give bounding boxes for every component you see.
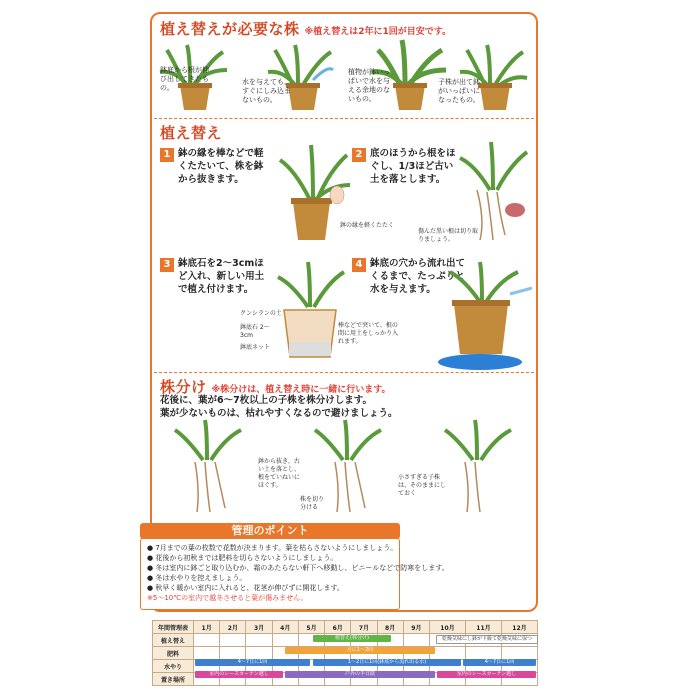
case-4-text: 子株が出て鉢がいっぱいになったもの。 (438, 78, 480, 104)
section-note: ※植え替えは2年に1回が目安です。 (304, 27, 452, 37)
month: 9月 (403, 621, 429, 634)
step-3-callout: 棒などで突いて、根の間に用土をしっかり入れます。 (338, 322, 399, 345)
point-item: ● 花後から初秋までは肥料を切らさないようにしましょう。 (147, 554, 338, 562)
month: 5月 (298, 621, 324, 634)
month: 3月 (246, 621, 272, 634)
row-label-water: 水やり (153, 660, 194, 673)
point-item: ● 冬は水やりを控えましょう。 (147, 574, 247, 582)
month: 2月 (220, 621, 246, 634)
bar-place-outdoor: 戸外の半日陰 (285, 671, 435, 678)
section-title-replanting: 植え替え (160, 124, 223, 142)
step-2-text: 底のほうから根をほぐし、1/3ほど古い土を落とします。 (370, 148, 456, 185)
step-1-callout: 鉢の縁を軽くたたく (340, 222, 395, 229)
bar-water-winter: 4～7日に1回 (195, 659, 310, 666)
case-2-text: 水を与えても、すぐにしみ込まないもの。 (242, 78, 291, 104)
step-4-text: 鉢底の穴から流れ出てくるまで、たっぷりと水を与えます。 (370, 258, 466, 295)
month: 1月 (194, 621, 220, 634)
division-illustration (175, 420, 535, 520)
section-title-replant-needed: 植え替えが必要な株 ※植え替えは2年に1回が目安です。 (160, 20, 452, 38)
month: 11月 (465, 621, 501, 634)
step-1-badge: 1 (160, 148, 174, 162)
bar-fertilizer: 月に1～2回 (285, 647, 435, 654)
bar-place-indoor-late: 室内のレースカーテン越し (437, 671, 536, 678)
bar-replant: 植替え(株分け) (313, 635, 391, 642)
step-4-badge: 4 (352, 258, 366, 272)
step-3-label-soil: クンシランの土 (240, 310, 282, 317)
bar-replant-note: 乾燥気味にし鉢が下級て乾燥気味に保つ (436, 635, 538, 644)
step-3-label-net: 鉢底ネット (240, 344, 271, 351)
row-label-fertilizer: 肥料 (153, 647, 194, 660)
division-callout-3: 小さすぎる子株は、そのままにしておく (398, 474, 447, 497)
step-3-label-stone: 鉢底石 2～3cm (240, 324, 270, 339)
divider (154, 372, 534, 373)
case-3-text: 植物が鉢いっぱいで水を与える余地のないもの。 (348, 68, 390, 103)
point-item: ● 7月までの葉の枚数で花数が決まります。葉を枯らさないようにしましょう。 (147, 544, 398, 552)
case-1-text: 鉢底から根が伸び出してきたもの。 (160, 66, 209, 92)
division-callout-2: 株を切り分ける (300, 496, 325, 511)
bar-water-late: 4～7日に1回 (463, 659, 536, 666)
step-1-text: 鉢の縁を棒などで軽くたたいて、株を鉢から抜きます。 (178, 148, 264, 185)
row-label-replant: 植え替え (153, 634, 194, 647)
step-3-badge: 3 (160, 258, 174, 272)
division-intro-line-1: 花後に、葉が6～7枚以上の子株を株分けします。 (160, 395, 372, 406)
month: 7月 (351, 621, 377, 634)
divider (154, 118, 534, 119)
month: 8月 (377, 621, 403, 634)
point-warning: ※5～10℃の室内で越冬させると葉が傷みません。 (147, 594, 308, 602)
bar-place-indoor: 室内のレースカーテン越し (195, 671, 283, 678)
section-title-division: 株分け ※株分けは、植え替え時に一緒に行います。 (160, 378, 391, 396)
row-label-place: 置き場所 (153, 673, 194, 686)
division-intro-line-2: 葉が少ないものは、枯れやすくなるので避けましょう。 (160, 408, 398, 419)
step-4-illustration (440, 262, 535, 374)
step-3-text: 鉢底石を2～3cmほど入れ、新しい用土で植え付けます。 (178, 258, 265, 295)
month: 4月 (272, 621, 298, 634)
month: 10月 (429, 621, 465, 634)
step-2-badge: 2 (352, 148, 366, 162)
point-item: ● 秋早く暖かい室内に入れると、花茎が伸びずに開花します。 (147, 584, 344, 592)
points-box (140, 538, 449, 610)
point-item: ● 冬は室内に鉢ごと取り込むか、霜のあたらない軒下へ移動し、ビニールなどで防寒をします。 (147, 564, 449, 572)
calendar-header: 年間管理表 (153, 621, 194, 634)
month: 6月 (325, 621, 351, 634)
division-callout-1: 鉢から抜き、古い土を落とし、根をていねいにほぐす。 (258, 458, 301, 489)
section-note: ※株分けは、植え替え時に一緒に行います。 (211, 385, 391, 395)
step-2-callout: 傷んだ黒い根は切り取りましょう。 (418, 228, 479, 243)
bar-water-summer: 1～2日に1回(鉢底から流れ出る水) (313, 659, 461, 666)
month: 12月 (501, 621, 537, 634)
step-3-illustration (270, 262, 350, 362)
points-title: 管理のポイント (140, 523, 400, 539)
step-1-illustration (275, 140, 350, 245)
